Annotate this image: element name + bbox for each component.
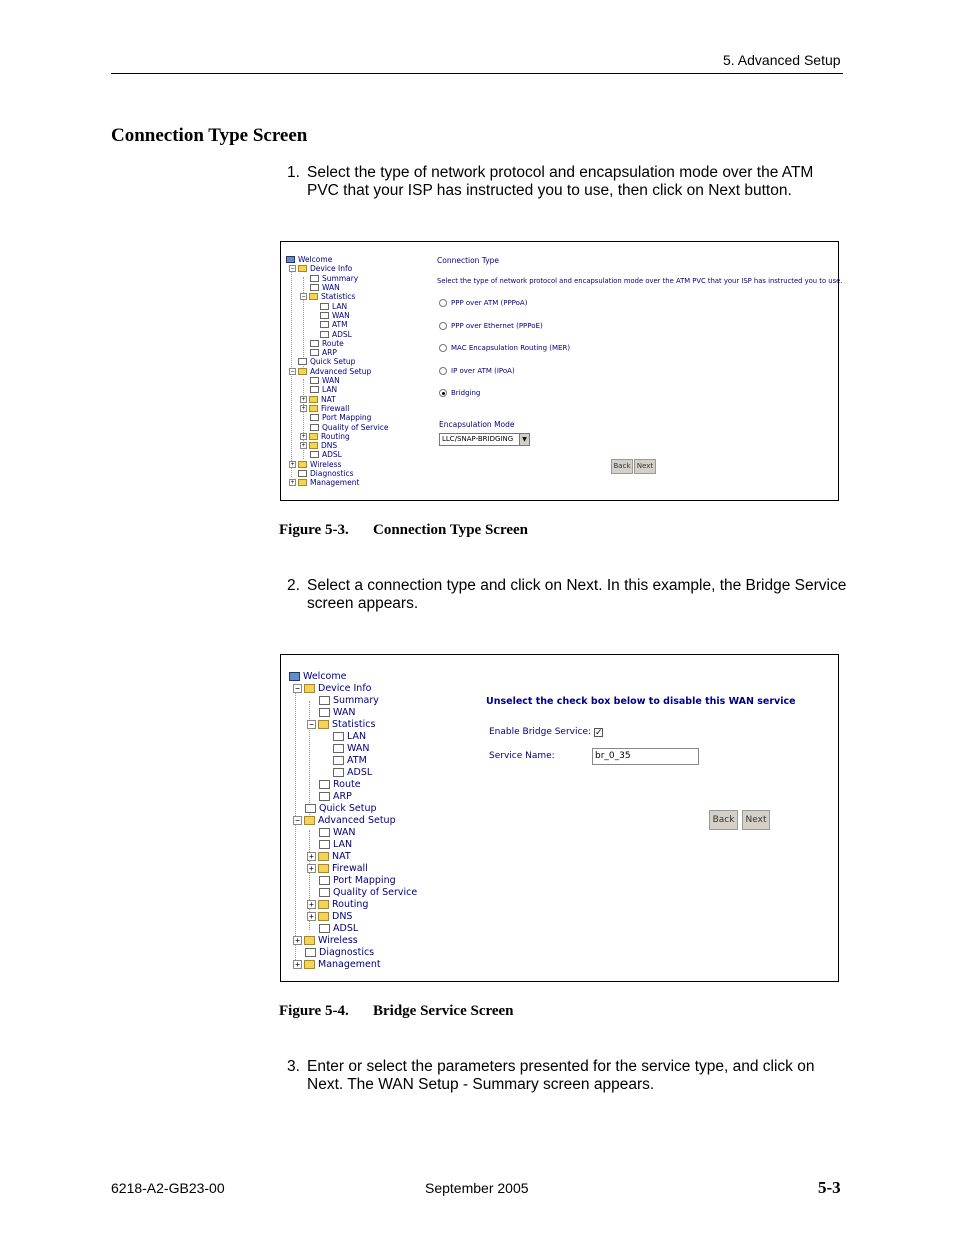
page-icon [333,744,344,753]
page-icon [333,732,344,741]
page-icon [298,358,307,365]
tree-item-port-mapping[interactable]: Port Mapping [310,413,371,422]
page-icon [310,349,319,356]
page-icon [319,828,330,837]
tree-item-route[interactable]: Route [310,339,344,348]
step-1 [287,164,847,204]
collapse-icon[interactable]: − [293,816,302,825]
enable-bridge-checkbox[interactable]: ✓ [595,727,603,737]
expand-icon[interactable]: + [307,900,316,909]
folder-open-icon [318,720,329,729]
running-header: 5. Advanced Setup [723,52,841,68]
collapse-icon[interactable]: − [290,367,295,375]
page-icon [320,321,329,328]
tree-item-nat[interactable]: + NAT [307,850,351,862]
page-icon [319,888,330,897]
option-pppoa[interactable]: PPP over ATM (PPPoA) [439,299,527,307]
folder-open-icon [298,265,307,272]
tree-item-routing[interactable]: + Routing [301,431,350,441]
folder-icon [318,852,329,861]
tree-item-device-info[interactable]: − Device Info [290,264,353,274]
tree-item-nat[interactable]: + NAT [301,394,336,404]
tree-item-adv-wan[interactable]: WAN [310,376,340,385]
page-icon [310,424,319,431]
expand-icon[interactable]: + [301,442,306,450]
radio-button[interactable] [439,367,447,375]
collapse-icon[interactable]: − [290,265,295,273]
page-icon [319,792,330,801]
encapsulation-heading: Encapsulation Mode [439,420,515,429]
tree-item-device-info[interactable]: − Device Info [293,682,372,694]
tree-item-advanced-setup[interactable]: − Advanced Setup [290,366,372,376]
tree-item-quick-setup[interactable]: Quick Setup [305,802,377,814]
tree-item-adsl[interactable]: ADSL [333,766,372,778]
tree-item-route[interactable]: Route [319,778,361,790]
header-rule [111,73,843,74]
expand-icon[interactable]: + [301,395,306,403]
step-number: 3. [287,1058,300,1075]
encapsulation-select[interactable]: LLC/SNAP-BRIDGING ▼ [439,433,530,446]
page-icon [319,780,330,789]
page-icon [319,708,330,717]
tree-item-routing[interactable]: + Routing [307,898,368,910]
folder-open-icon [309,293,318,300]
folder-icon [309,442,318,449]
page-icon [333,756,344,765]
option-ipoa[interactable]: IP over ATM (IPoA) [439,367,515,375]
tree-item-qos[interactable]: Quality of Service [319,886,417,898]
connection-type-description: Select the type of network protocol and encapsulation mode over the ATM PVC that your ISP has instructed you to use. [437,277,843,285]
service-name-input[interactable]: br_0_35 [592,748,699,765]
expand-icon[interactable]: + [290,479,295,487]
tree-item-adsl-adv[interactable]: ADSL [319,922,358,934]
tree-item-firewall[interactable]: + Firewall [307,862,368,874]
tree-item-advanced-setup[interactable]: − Advanced Setup [293,814,396,826]
expand-icon[interactable]: + [293,960,302,969]
collapse-icon[interactable]: − [307,720,316,729]
folder-icon [309,405,318,412]
page-icon [320,312,329,319]
publication-date: September 2005 [425,1180,529,1196]
bridge-service-screenshot [280,654,839,982]
expand-icon[interactable]: + [307,864,316,873]
globe-icon [286,256,295,263]
tree-item-management[interactable]: + Management [293,958,381,970]
step-text: Select a connection type and click on Next. In this example, the Bridge Service screen appears. [307,577,847,612]
tree-item-diagnostics[interactable]: Diagnostics [305,946,374,958]
figure-title: Bridge Service Screen [373,1003,514,1019]
section-title: Connection Type Screen [111,125,308,146]
tree-item-atm[interactable]: ATM [333,754,367,766]
tree-item-adsl[interactable]: ADSL [320,329,352,338]
folder-open-icon [304,684,315,693]
collapse-icon[interactable]: − [293,684,302,693]
tree-item-statistics[interactable]: − Statistics [307,718,375,730]
tree-item-wan[interactable]: WAN [310,283,340,292]
expand-icon[interactable]: + [290,460,295,468]
back-button[interactable]: Back [611,459,633,474]
tree-item-qos[interactable]: Quality of Service [310,422,389,431]
page-icon [310,414,319,421]
option-bridging[interactable]: Bridging [439,389,480,397]
page-icon [310,386,319,393]
enable-bridge-label: Enable Bridge Service: [489,727,592,737]
option-pppoe[interactable]: PPP over Ethernet (PPPoE) [439,322,543,330]
tree-item-summary[interactable]: Summary [319,694,379,706]
folder-icon [309,433,318,440]
step-number: 2. [287,577,300,594]
tree-item-wireless[interactable]: + Wireless [290,459,342,469]
tree-item-welcome[interactable]: Welcome [289,670,346,682]
tree-item-firewall[interactable]: + Firewall [301,403,350,413]
tree-item-lan[interactable]: LAN [333,730,366,742]
step-number: 1. [287,164,300,181]
globe-icon [289,672,300,681]
figure-5-3-caption [279,522,529,539]
tree-item-arp[interactable]: ARP [310,348,337,357]
radio-button[interactable] [439,322,447,330]
service-name-label: Service Name: [489,751,555,761]
tree-item-stat-wan[interactable]: WAN [333,742,369,754]
tree-item-welcome[interactable]: Welcome [286,255,332,264]
folder-icon [298,461,307,468]
folder-icon [309,396,318,403]
folder-icon [304,936,315,945]
folder-icon [298,479,307,486]
tree-item-adv-lan[interactable]: LAN [310,385,337,394]
tree-item-atm[interactable]: ATM [320,320,348,329]
tree-item-adsl-adv[interactable]: ADSL [310,450,342,459]
page-icon [319,696,330,705]
tree-item-lan[interactable]: LAN [320,302,347,311]
page-icon [333,768,344,777]
tree-item-arp[interactable]: ARP [319,790,352,802]
radio-button-selected[interactable] [439,389,447,397]
page-icon [298,470,307,477]
tree-item-statistics[interactable]: − Statistics [301,292,356,302]
option-mer[interactable]: MAC Encapsulation Routing (MER) [439,344,570,352]
step-3 [287,1058,847,1098]
page-icon [305,948,316,957]
page-icon [310,275,319,282]
tree-item-stat-wan[interactable]: WAN [320,311,350,320]
page-icon [319,924,330,933]
expand-icon[interactable]: + [307,852,316,861]
folder-icon [304,960,315,969]
expand-icon[interactable]: + [307,912,316,921]
figure-label: Figure 5-3. [279,522,349,538]
tree-item-diagnostics[interactable]: Diagnostics [298,469,354,478]
next-button[interactable]: Next [742,810,770,830]
connection-type-heading: Connection Type [437,256,500,265]
figure-title: Connection Type Screen [373,522,529,538]
tree-item-port-mapping[interactable]: Port Mapping [319,874,396,886]
collapse-icon[interactable]: − [301,293,306,301]
tree-item-management[interactable]: + Management [290,478,360,488]
dropdown-arrow-icon[interactable]: ▼ [519,434,529,445]
page-number: 5-3 [818,1178,841,1197]
page-icon [319,876,330,885]
tree-item-wireless[interactable]: + Wireless [293,934,358,946]
page-icon [310,284,319,291]
folder-open-icon [298,368,307,375]
figure-label: Figure 5-4. [279,1003,349,1019]
bridge-heading: Unselect the check box below to disable this WAN service [486,696,796,707]
radio-button[interactable] [439,299,447,307]
step-2 [287,577,847,617]
radio-button[interactable] [439,344,447,352]
next-button[interactable]: Next [634,459,656,474]
page-icon [320,331,329,338]
page-icon [310,377,319,384]
tree-item-dns[interactable]: + DNS [307,910,352,922]
tree-item-dns[interactable]: + DNS [301,441,338,451]
folder-open-icon [304,816,315,825]
page-icon [319,840,330,849]
step-text: Enter or select the parameters presented for the service type, and click on Next. The WAN Setup - Summary screen appears. [307,1058,815,1093]
tree-item-adv-lan[interactable]: LAN [319,838,352,850]
folder-icon [318,900,329,909]
figure-5-4-caption [279,1003,514,1020]
expand-icon[interactable]: + [301,432,306,440]
tree-item-adv-wan[interactable]: WAN [319,826,355,838]
page-icon [320,303,329,310]
tree-item-summary[interactable]: Summary [310,274,358,283]
step-text: Select the type of network protocol and encapsulation mode over the ATM PVC that your ISP has instructed you to use, then click on Next button. [307,164,814,199]
tree-item-quick-setup[interactable]: Quick Setup [298,357,355,366]
expand-icon[interactable]: + [293,936,302,945]
back-button[interactable]: Back [709,810,738,830]
page-icon [310,340,319,347]
folder-icon [318,864,329,873]
folder-icon [318,912,329,921]
document-id: 6218-A2-GB23-00 [111,1180,225,1196]
connection-type-screenshot [280,241,843,501]
page-icon [310,451,319,458]
expand-icon[interactable]: + [301,404,306,412]
page-icon [305,804,316,813]
tree-item-wan[interactable]: WAN [319,706,355,718]
